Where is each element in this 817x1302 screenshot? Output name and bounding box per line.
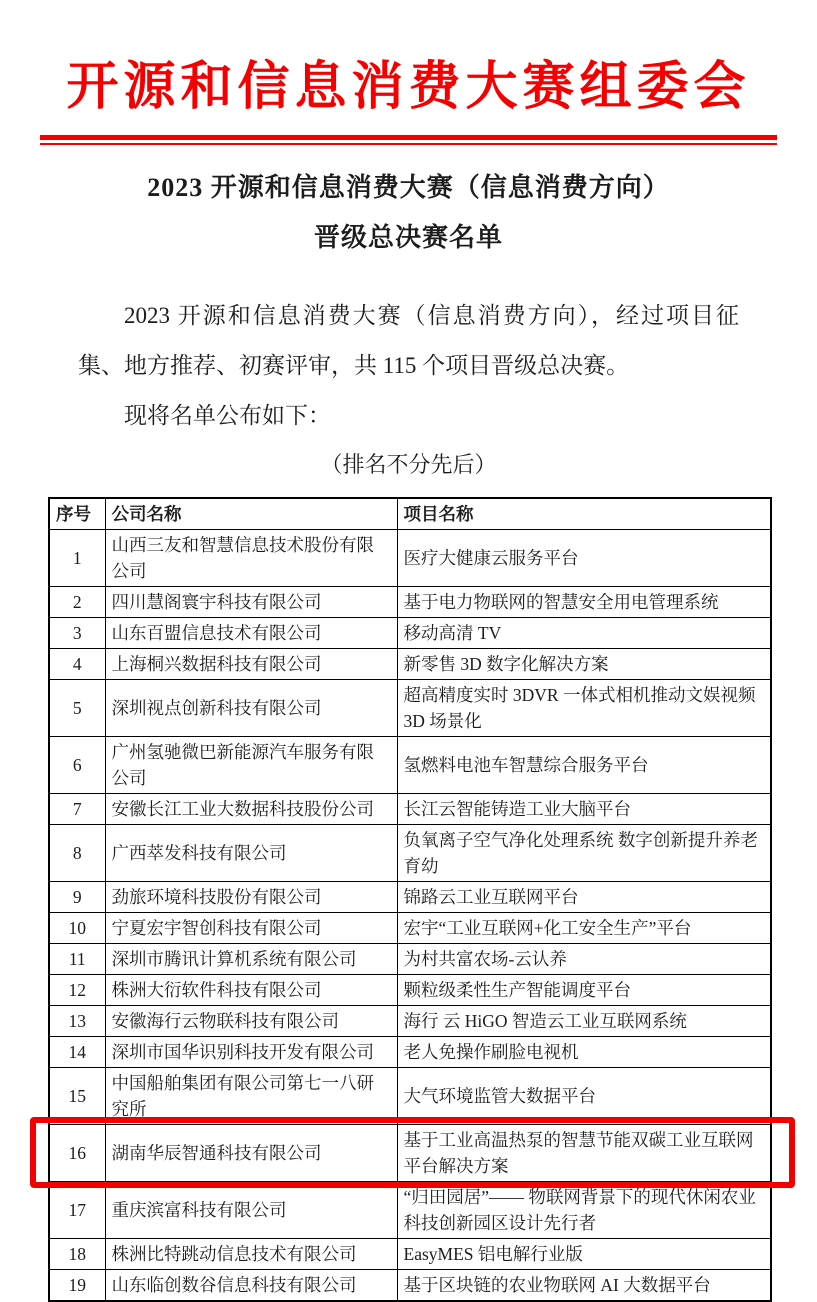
company-name: 中国船舶集团有限公司第七一八研究所 [105,1067,397,1124]
row-number: 3 [49,617,105,648]
row-number: 5 [49,679,105,736]
table-row [49,881,771,912]
company-name: 山东百盟信息技术有限公司 [105,617,397,648]
row-number: 14 [49,1036,105,1067]
row-number: 8 [49,824,105,881]
table-row [49,617,771,648]
table-row [49,974,771,1005]
company-name: 株洲大衍软件科技有限公司 [105,974,397,1005]
table-row [49,1238,771,1269]
company-name: 深圳市腾讯计算机系统有限公司 [105,943,397,974]
doc-title-line1: 2023 开源和信息消费大赛（信息消费方向） [147,173,670,202]
project-name: 大气环境监管大数据平台 [397,1067,771,1124]
col-header-no: 序号 [49,498,105,530]
company-name: 四川慧阁寰宇科技有限公司 [105,586,397,617]
red-rule-thick [40,135,777,140]
table-row [49,1067,771,1124]
table-body [49,529,771,1301]
row-number: 4 [49,648,105,679]
company-name: 湖南华辰智通科技有限公司 [105,1124,397,1181]
row-number: 19 [49,1269,105,1301]
project-name: 移动高清 TV [397,617,771,648]
company-name: 株洲比特跳动信息技术有限公司 [105,1238,397,1269]
table-row [49,912,771,943]
row-number: 11 [49,943,105,974]
table-row [49,679,771,736]
row-number: 2 [49,586,105,617]
company-name: 山东临创数谷信息科技有限公司 [105,1269,397,1301]
table-row [49,1181,771,1238]
table-row [49,648,771,679]
org-title: 开源和信息消费大赛组委会 [66,59,751,116]
row-number: 13 [49,1005,105,1036]
announce-line: 现将名单公布如下： [124,403,331,429]
col-header-project: 项目名称 [397,498,771,530]
project-name: 海行 云 HiGO 智造云工业互联网系统 [397,1005,771,1036]
company-name: 安徽海行云物联科技有限公司 [105,1005,397,1036]
finalist-table-wrap [48,497,770,1302]
project-name: 宏宇“工业互联网+化工安全生产”平台 [397,912,771,943]
finalist-table [48,497,772,1302]
company-name: 广州氢驰微巴新能源汽车服务有限公司 [105,736,397,793]
table-row [49,1005,771,1036]
project-name: “归田园居”—— 物联网背景下的现代休闲农业科技创新园区设计先行者 [397,1181,771,1238]
row-number: 15 [49,1067,105,1124]
doc-title-line2: 晋级总决赛名单 [313,223,503,252]
project-name: 超高精度实时 3DVR 一体式相机推动文娱视频 3D 场景化 [397,679,771,736]
red-rule-thin [40,143,777,145]
row-number: 9 [49,881,105,912]
project-name: 基于区块链的农业物联网 AI 大数据平台 [397,1269,771,1301]
project-name: 基于工业高温热泵的智慧节能双碳工业互联网平台解决方案 [397,1124,771,1181]
table-row [49,824,771,881]
company-name: 安徽长江工业大数据科技股份公司 [105,793,397,824]
table-row [49,586,771,617]
table-row [49,1036,771,1067]
company-name: 深圳视点创新科技有限公司 [105,679,397,736]
project-name: 颗粒级柔性生产智能调度平台 [397,974,771,1005]
table-row [49,793,771,824]
col-header-company: 公司名称 [105,498,397,530]
project-name: 锦路云工业互联网平台 [397,881,771,912]
table-row [49,943,771,974]
row-number: 7 [49,793,105,824]
table-header-row [49,498,771,530]
row-number: 1 [49,529,105,586]
project-name: 为村共富农场-云认养 [397,943,771,974]
project-name: EasyMES 铝电解行业版 [397,1238,771,1269]
company-name: 劲旅环境科技股份有限公司 [105,881,397,912]
table-row [49,529,771,586]
company-name: 广西萃发科技有限公司 [105,824,397,881]
table-row [49,736,771,793]
row-number: 18 [49,1238,105,1269]
project-name: 长江云智能铸造工业大脑平台 [397,793,771,824]
company-name: 深圳市国华识别科技开发有限公司 [105,1036,397,1067]
intro-paragraph: 2023 开源和信息消费大赛（信息消费方向），经过项目征集、地方推荐、初赛评审，共 115 个项目晋级总决赛。 [78,303,739,379]
table-row [49,1124,771,1181]
row-number: 10 [49,912,105,943]
company-name: 上海桐兴数据科技有限公司 [105,648,397,679]
project-name: 基于电力物联网的智慧安全用电管理系统 [397,586,771,617]
company-name: 重庆滨富科技有限公司 [105,1181,397,1238]
row-number: 6 [49,736,105,793]
row-number: 16 [49,1124,105,1181]
project-name: 负氧离子空气净化处理系统 数字创新提升养老育幼 [397,824,771,881]
company-name: 山西三友和智慧信息技术股份有限公司 [105,529,397,586]
row-number: 12 [49,974,105,1005]
body-text [78,291,739,441]
project-name: 新零售 3D 数字化解决方案 [397,648,771,679]
project-name: 老人免操作刷脸电视机 [397,1036,771,1067]
table-row [49,1269,771,1301]
project-name: 医疗大健康云服务平台 [397,529,771,586]
ranking-note: （排名不分先后） [320,452,497,478]
company-name: 宁夏宏宇智创科技有限公司 [105,912,397,943]
row-number: 17 [49,1181,105,1238]
project-name: 氢燃料电池车智慧综合服务平台 [397,736,771,793]
